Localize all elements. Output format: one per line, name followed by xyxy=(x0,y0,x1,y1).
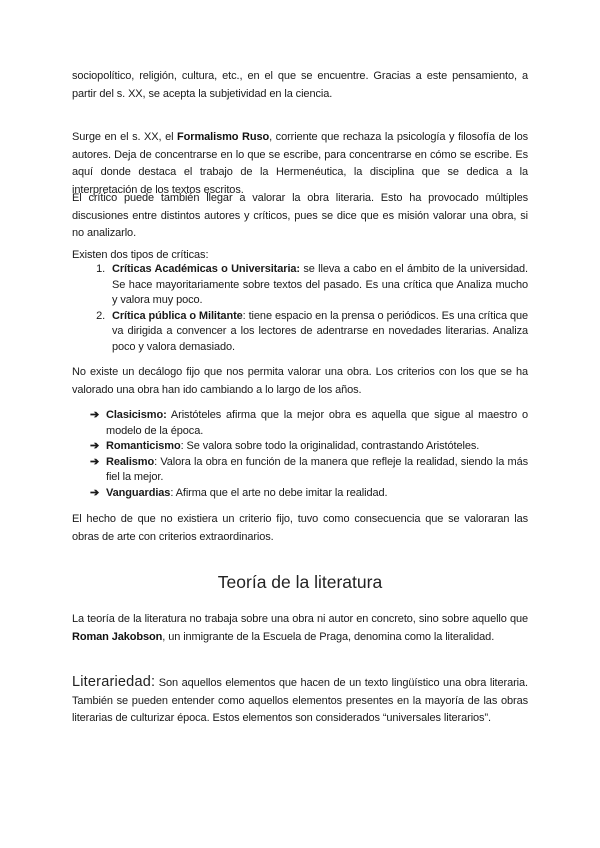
term-literariedad: Literariedad: xyxy=(72,674,156,690)
list-item xyxy=(90,439,528,455)
paragraph-theory-intro xyxy=(72,611,528,646)
paragraph-literariedad xyxy=(72,674,528,728)
movement-text: : Valora la obra en función de la manera que refleje la realidad, siendo la más fiel la mejor. xyxy=(106,455,528,483)
list-item xyxy=(108,309,528,356)
term-formalismo-ruso: Formalismo Ruso xyxy=(177,131,270,143)
section-heading: Teoría de la literatura xyxy=(217,572,383,592)
movements-list-wrapper xyxy=(72,408,528,501)
paragraph-consequence: El hecho de que no existiera un criterio fijo, tuvo como consecuencia que se valoraran las obras de arte con criterios extraordinarios. xyxy=(72,513,528,543)
list-item xyxy=(108,262,528,309)
list-item xyxy=(90,408,528,439)
text-run: , corriente que rechaza la psicología y filosofía de los autores. Deja de concentrarse en lo que se escribe, para concentrarse en cómo se escribe. Es aquí donde destaca el trabajo de la Hermenéutica, la disciplina que se dedica a la interpretación de los textos escritos. xyxy=(72,131,529,196)
arrow-right-icon: ➔ xyxy=(90,409,100,421)
movement-title: Romanticismo xyxy=(106,440,181,452)
list-item xyxy=(90,486,528,502)
arrow-right-icon: ➔ xyxy=(90,440,100,452)
movement-text: : Se valora sobre todo la originalidad, contrastando Aristóteles. xyxy=(180,440,480,452)
movement-text: Aristóteles afirma que la mejor obra es aquella que sigue al maestro o modelo de la época. xyxy=(106,409,528,437)
arrow-right-icon: ➔ xyxy=(90,486,100,499)
term-roman-jakobson: Roman Jakobson xyxy=(72,630,163,643)
critic-text: se lleva a cabo en el ámbito de la universidad. Se hace mayoritariamente sobre textos del pasado. Es una crítica que Analiza mucho y valora muy poco. xyxy=(112,263,528,306)
list-item xyxy=(90,455,528,486)
paragraph-no-decalogue: No existe un decálogo fijo que nos permita valorar una obra. Los criterios con los que se ha valorado una obra han ido cambiando a lo largo de los años. xyxy=(72,366,528,396)
movement-text: : Afirma que el arte no debe imitar la realidad. xyxy=(170,486,388,499)
movement-title: Vanguardias xyxy=(106,486,171,499)
paragraph-critic-value: El crítico puede también llegar a valorar la obra literaria. Esto ha provocado múltiples discusiones entre distintos autores y críticos, pues se dice que es misión valorar una obra, si no analizarlo. xyxy=(72,192,528,239)
text-run: La teoría de la literatura no trabaja sobre una obra ni autor en concreto, sino sobre aquello que xyxy=(72,613,528,625)
movement-title: Clasicismo: xyxy=(106,409,167,421)
text-run: Son aquellos elementos que hacen de un texto lingüístico una obra literaria. También se pueden entender como aquellos elementos presentes en la mayoría de las obras literarias de culturizar época. Estos elementos son considerados “universales literarios”. xyxy=(72,677,528,724)
critics-list xyxy=(72,262,528,355)
critics-list-wrapper xyxy=(72,262,528,355)
arrow-right-icon: ➔ xyxy=(90,455,100,468)
critic-text: : tiene espacio en la prensa o periódicos. Es una crítica que va dirigida a convencer a los lectores de adentrarse en novedades literarias. Analiza poco y valora demasiado. xyxy=(112,309,529,353)
critic-title: Crítica pública o Militante xyxy=(112,309,243,322)
text-run: Surge en el s. XX, el xyxy=(72,131,178,143)
paragraph-critic-types-intro: Existen dos tipos de críticas: xyxy=(72,249,209,261)
critic-title: Críticas Académicas o Universitaria: xyxy=(112,263,300,275)
text-run: , un inmigrante de la Escuela de Praga, denomina como la literalidad. xyxy=(162,630,495,643)
paragraph-formalism xyxy=(72,129,528,199)
movement-title: Realismo xyxy=(106,455,155,468)
paragraph-subjectivity: sociopolítico, religión, cultura, etc., en el que se encuentre. Gracias a este pensamiento, a partir del s. XX, se acepta la subjetividad en la ciencia. xyxy=(72,70,528,100)
movements-list xyxy=(72,408,528,501)
